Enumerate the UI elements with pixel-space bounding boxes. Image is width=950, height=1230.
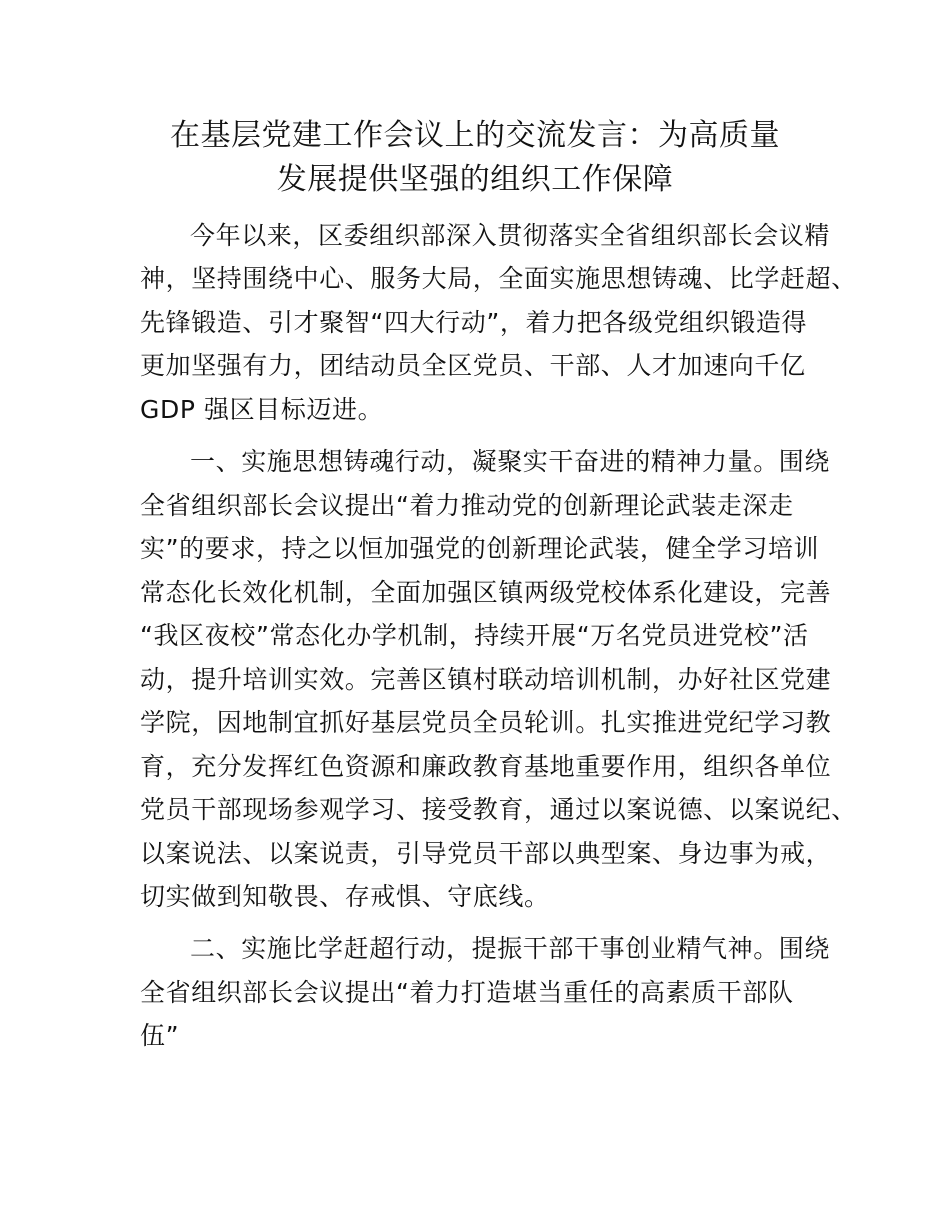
- paragraph-2-line-1: 一、实施思想铸魂行动，凝聚实干奋进的精神力量。围绕: [190, 447, 831, 476]
- paragraph-2-line-4: 常态化长效化机制，全面加强区镇两级党校体系化建设，完善: [140, 578, 832, 607]
- paragraph-2-line-9: 党员干部现场参观学习、接受教育，通过以案说德、以案说纪、: [140, 795, 857, 824]
- title-line-2: 发展提供坚强的组织工作保障: [276, 162, 674, 197]
- paragraph-1-line-3: 先锋锻造、引才聚智“四大行动”，着力把各级党组织锻造得: [140, 308, 808, 337]
- paragraph-1-line-1: 今年以来，区委组织部深入贯彻落实全省组织部长会议精: [190, 221, 831, 250]
- paragraph-2-line-6: 动，提升培训实效。完善区镇村联动培训机制，办好社区党建: [140, 665, 832, 694]
- paragraph-2-line-11: 切实做到知敬畏、存戒惧、守底线。: [140, 882, 550, 911]
- paragraph-1-line-5: GDP 强区目标迈进。: [140, 395, 384, 424]
- paragraph-2-line-2: 全省组织部长会议提出“着力推动党的创新理论武装走深走: [140, 491, 794, 520]
- paragraph-2-line-5: “我区夜校”常态化办学机制，持续开展“万名党员进党校”活: [140, 621, 809, 650]
- paragraph-2-line-7: 学院，因地制宜抓好基层党员全员轮训。扎实推进党纪学习教: [140, 708, 832, 737]
- paragraph-2-line-3: 实”的要求，持之以恒加强党的创新理论武装，健全学习培训: [140, 534, 820, 563]
- paragraph-3-line-3: 伍”: [140, 1021, 180, 1050]
- paragraph-3-line-2: 全省组织部长会议提出“着力打造堪当重任的高素质干部队: [140, 978, 794, 1007]
- paragraph-3-line-1: 二、实施比学赶超行动，提振干部干事创业精气神。围绕: [190, 934, 831, 963]
- title-line-1: 在基层党建工作会议上的交流发言：为高质量: [170, 118, 780, 153]
- paragraph-1-line-4: 更加坚强有力，团结动员全区党员、干部、人才加速向千亿: [140, 351, 806, 380]
- paragraph-1-line-2: 神，坚持围绕中心、服务大局，全面实施思想铸魂、比学赶超、: [140, 264, 857, 293]
- paragraph-2-line-8: 育，充分发挥红色资源和廉政教育基地重要作用，组织各单位: [140, 752, 832, 781]
- paragraph-2-line-10: 以案说法、以案说责，引导党员干部以典型案、身边事为戒，: [140, 839, 832, 868]
